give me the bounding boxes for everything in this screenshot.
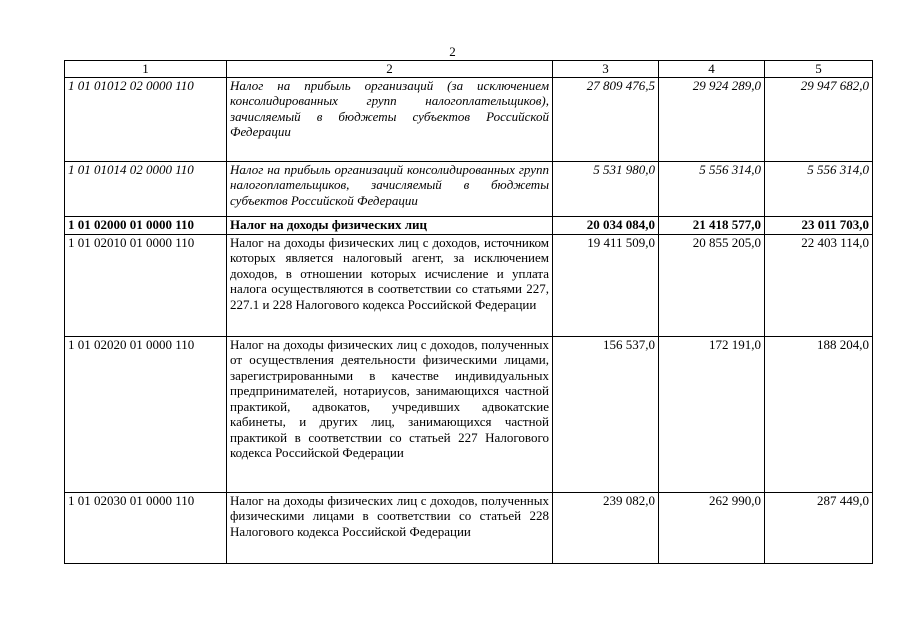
table-row [65, 77, 873, 161]
header-col-4: 4 [659, 61, 765, 78]
table-row [65, 161, 873, 216]
value-col-4: 262 990,0 [659, 492, 765, 563]
revenue-name: Налог на прибыль организаций (за исключением консолидированных групп налогоплательщиков), зачисляемый в бюджеты субъектов Российской Федерации [227, 77, 553, 161]
table-body [65, 77, 873, 563]
value-col-3: 5 531 980,0 [553, 161, 659, 216]
table-row [65, 492, 873, 563]
value-col-5: 23 011 703,0 [765, 216, 873, 234]
value-col-5: 188 204,0 [765, 336, 873, 492]
revenue-table [64, 60, 873, 564]
revenue-name: Налог на прибыль организаций консолидированных групп налогоплательщиков, зачисляемый в бюджеты субъектов Российской Федерации [227, 161, 553, 216]
table-row [65, 216, 873, 234]
table-header [65, 61, 873, 78]
value-col-4: 20 855 205,0 [659, 234, 765, 336]
value-col-4: 5 556 314,0 [659, 161, 765, 216]
value-col-5: 29 947 682,0 [765, 77, 873, 161]
header-col-1: 1 [65, 61, 227, 78]
value-col-3: 20 034 084,0 [553, 216, 659, 234]
revenue-name: Налог на доходы физических лиц [227, 216, 553, 234]
header-col-2: 2 [227, 61, 553, 78]
value-col-5: 5 556 314,0 [765, 161, 873, 216]
revenue-name: Налог на доходы физических лиц с доходов, полученных физическими лицами в соответствии со статьей 228 Налогового кодекса Российской Федерации [227, 492, 553, 563]
budget-code: 1 01 02020 01 0000 110 [65, 336, 227, 492]
budget-code: 1 01 02000 01 0000 110 [65, 216, 227, 234]
revenue-name: Налог на доходы физических лиц с доходов, полученных от осуществления деятельности физическими лицами, зарегистрированными в качестве индивидуальных предпринимателей, нотариусов, занимающихся частной практикой, адвокатов, учредивших адвокатские кабинеты, и других лиц, занимающихся частной практикой в соответствии со статьей 227 Налогового кодекса Российской Федерации [227, 336, 553, 492]
value-col-4: 29 924 289,0 [659, 77, 765, 161]
value-col-3: 156 537,0 [553, 336, 659, 492]
value-col-3: 239 082,0 [553, 492, 659, 563]
value-col-3: 19 411 509,0 [553, 234, 659, 336]
value-col-4: 21 418 577,0 [659, 216, 765, 234]
header-col-3: 3 [553, 61, 659, 78]
value-col-5: 287 449,0 [765, 492, 873, 563]
budget-code: 1 01 02010 01 0000 110 [65, 234, 227, 336]
table-row [65, 234, 873, 336]
value-col-3: 27 809 476,5 [553, 77, 659, 161]
value-col-5: 22 403 114,0 [765, 234, 873, 336]
budget-code: 1 01 02030 01 0000 110 [65, 492, 227, 563]
header-row [65, 61, 873, 78]
budget-code: 1 01 01012 02 0000 110 [65, 77, 227, 161]
table-row [65, 336, 873, 492]
header-col-5: 5 [765, 61, 873, 78]
budget-code: 1 01 01014 02 0000 110 [65, 161, 227, 216]
page-number: 2 [449, 44, 456, 59]
value-col-4: 172 191,0 [659, 336, 765, 492]
revenue-name: Налог на доходы физических лиц с доходов, источником которых является налоговый агент, за исключением доходов, в отношении которых исчисление и уплата налога осуществляются в соответствии со статьями 227, 227.1 и 228 Налогового кодекса Российской Федерации [227, 234, 553, 336]
